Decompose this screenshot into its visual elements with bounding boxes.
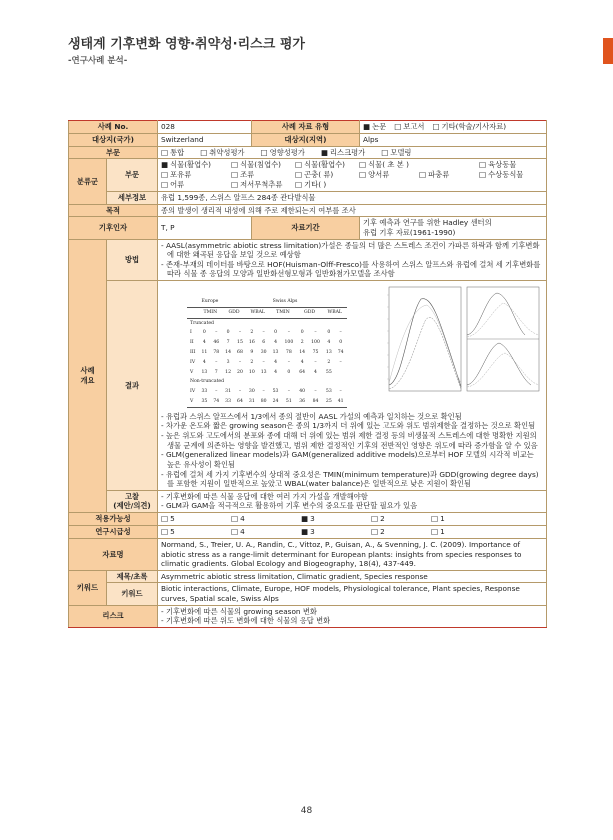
unchecked-box-icon: □ — [295, 170, 303, 180]
label-data-type: 사례 자료 유형 — [252, 121, 360, 134]
label-keywords: 키워드 — [69, 570, 107, 605]
label-case-summary: 사례 개요 — [69, 239, 107, 513]
figure-table-cell: 33 — [222, 397, 234, 407]
option-label: 1 — [440, 514, 445, 524]
option-taxon-options-12[interactable] — [161, 180, 231, 190]
label-result: 결과 — [107, 281, 158, 491]
kw-keyword-value: Biotic interactions, Climate, Europe, HOF models, Physiological tolerance, Plant species, Response curves, Spatial scale, Swiss Alps — [158, 583, 547, 605]
figure-table-cell: 74 — [210, 397, 222, 407]
case-table — [68, 120, 547, 628]
figure-table-cell: 2 — [250, 330, 254, 336]
plot-panel-left — [387, 287, 461, 391]
unchecked-box-icon: □ — [161, 147, 169, 157]
checked-box-icon: ■ — [320, 147, 328, 157]
page-number: 48 — [300, 806, 313, 816]
figure-table-cell: – — [287, 330, 290, 336]
discussion-list — [158, 490, 547, 512]
label-applicability: 적용가능성 — [69, 513, 158, 526]
case-no: 028 — [158, 121, 252, 134]
figure-table-cell: – — [215, 330, 218, 336]
figure-table-cell: 16 — [248, 340, 255, 346]
figure-table-cell: 14 — [225, 350, 232, 356]
option-taxon-options-4[interactable] — [419, 160, 479, 170]
figure-table-cell: 36 — [296, 397, 308, 407]
unchecked-box-icon: □ — [231, 160, 239, 170]
figure-table-cell: – — [314, 389, 317, 395]
figure-table-cell: 6 — [262, 340, 266, 346]
unchecked-box-icon: □ — [161, 170, 169, 180]
figure-table-cell: 55 — [325, 369, 332, 375]
figure-table-cell: Swiss Alps — [270, 297, 347, 307]
label-period: 자료기간 — [252, 217, 360, 239]
figure-table-cell: V — [190, 369, 194, 375]
figure-table-cell: 84 — [308, 397, 323, 407]
figure-table-cell: 4 — [274, 340, 277, 346]
figure-table-cell: TMIN — [270, 307, 297, 318]
figure-table-cell: GDD — [296, 307, 323, 318]
figure-table-cell: 0 — [300, 330, 304, 336]
option-applicability-options-1[interactable] — [231, 514, 301, 524]
figure-table-cell: 78 — [213, 350, 220, 356]
figure-table-cell: 9 — [250, 350, 254, 356]
option-label: 1 — [440, 526, 445, 536]
unchecked-box-icon: □ — [231, 170, 239, 180]
label-site: 대상지(지역) — [252, 133, 360, 146]
figure-table-cell: 35 — [198, 397, 210, 407]
option-label: 어류 — [170, 180, 185, 190]
unchecked-box-icon: □ — [431, 514, 439, 524]
figure-table-cell: II — [190, 340, 194, 346]
figure-table-cell: – — [215, 389, 218, 395]
unchecked-box-icon: □ — [431, 526, 439, 536]
figure-table-cell: 7 — [226, 340, 230, 346]
figure-table-cell: 13 — [272, 350, 279, 356]
unchecked-box-icon: □ — [371, 514, 379, 524]
option-label: 파충류 — [428, 170, 450, 180]
figure-table-cell: 12 — [225, 369, 232, 375]
plot-panel-right — [467, 287, 539, 391]
option-sector-options-3[interactable] — [321, 148, 365, 158]
figure-table-cell: 4 — [274, 359, 277, 365]
figure-table-cell: 41 — [335, 397, 347, 407]
option-label: 5 — [170, 526, 175, 536]
label-discussion: 고찰 (제안/의견) — [107, 490, 158, 512]
figure-table-cell: 3 — [226, 359, 230, 365]
figure-table-cell: – — [262, 389, 265, 395]
figure-table-cell: – — [238, 389, 242, 395]
unchecked-box-icon: □ — [295, 160, 303, 170]
discussion-items-entry: - 기후변화에 따른 식물 응답에 대한 여러 가지 가설을 개발해야함 — [161, 491, 368, 501]
figure-table-cell: 2 — [327, 359, 331, 365]
label-urgency: 연구시급성 — [69, 525, 158, 538]
option-label: 보고서 — [403, 122, 425, 131]
applicability-options — [161, 514, 543, 524]
checked-box-icon: ■ — [301, 514, 309, 524]
figure-table-cell: 33 — [201, 389, 208, 395]
figure-table — [187, 297, 347, 408]
figure-table-cell: 78 — [285, 350, 292, 356]
figure-table-cell: – — [262, 330, 265, 336]
figure-table-cell: 7 — [214, 369, 218, 375]
discussion-items-entry: - GLM과 GAM을 적극적으로 활용하여 기후 변수의 중요도를 판단할 필요가 있음 — [161, 501, 418, 511]
option-label: 식물(활엽수) — [170, 160, 212, 170]
figure-table-cell: 53 — [272, 389, 279, 395]
unchecked-box-icon: □ — [161, 180, 169, 190]
figure-table-cell: 4 — [300, 359, 304, 365]
figure-table-cell: 0 — [202, 330, 206, 336]
option-applicability-options-4[interactable] — [431, 514, 491, 524]
figure-table-cell: 2 — [300, 340, 304, 346]
data-type-options — [363, 122, 543, 132]
figure-table-cell: 0 — [287, 369, 291, 375]
option-label: 포유류 — [170, 170, 192, 180]
option-label: 곤충( 류) — [304, 170, 334, 180]
option-label: 식물(침엽수) — [240, 160, 282, 170]
option-label: 5 — [170, 514, 175, 524]
figure-table-cell: 0 — [226, 330, 230, 336]
checked-box-icon: ■ — [363, 122, 371, 131]
unchecked-box-icon: □ — [359, 170, 367, 180]
method-list — [158, 239, 547, 281]
label-kw-keyword: 키워드 — [107, 583, 158, 605]
figure-table-cell: 4 — [327, 340, 331, 346]
option-taxon-options-10[interactable] — [419, 170, 479, 180]
page-title: 생태계 기후변화 영향·취약성·리스크 평가 — [68, 37, 305, 52]
unchecked-box-icon: □ — [161, 526, 169, 536]
label-kw-title: 제목/초록 — [107, 570, 158, 583]
figure-table-cell: 30 — [248, 389, 255, 395]
figure-table-cell: 4 — [274, 369, 277, 375]
unchecked-box-icon: □ — [231, 180, 239, 190]
figure-table-cell: 13 — [201, 369, 208, 375]
result-items-entry: - GLM(generalized linear models)과 GAM(generalized additive models)으로부터 HOF 모델의 시각적 비교는 높은 유사성이 확인됨 — [161, 450, 534, 469]
country-value: Switzerland — [158, 133, 252, 146]
urgency-options — [161, 527, 543, 537]
figure-table-cell: 24 — [270, 397, 282, 407]
figure-table-cell: III — [190, 350, 196, 356]
option-label: 3 — [310, 526, 315, 536]
figure-table-cell: 25 — [323, 397, 335, 407]
option-applicability-options-3[interactable] — [371, 514, 431, 524]
method-items-entry: - AASL(asymmetric abiotic stress limitation)가설은 종들의 더 많은 스트레스 조건이 가파른 하락과 함께 기후변화에 대한 왜곡된 응답을 보일 것으로 예상함 — [161, 240, 540, 260]
label-method: 방법 — [107, 239, 158, 281]
option-urgency-options-0[interactable] — [161, 527, 231, 537]
option-taxon-options-1[interactable] — [231, 160, 295, 170]
taxon-options — [161, 160, 543, 190]
unchecked-box-icon: □ — [479, 160, 487, 170]
option-urgency-options-3[interactable] — [371, 527, 431, 537]
option-sector-options-2[interactable] — [261, 148, 305, 158]
figure-table-cell: – — [339, 389, 342, 395]
option-label: 2 — [380, 514, 385, 524]
figure-table-cell: – — [238, 359, 242, 365]
figure-table-cell: 10 — [248, 369, 255, 375]
figure-table-cell: 100 — [311, 340, 320, 346]
label-purpose: 목적 — [69, 204, 158, 217]
option-taxon-options-3[interactable] — [359, 160, 419, 170]
option-sector-options-1[interactable] — [200, 148, 244, 158]
figure-table-cell: Truncated — [190, 320, 214, 326]
figure-table-cell: IV — [190, 359, 196, 365]
figure-table-cell: 4 — [202, 340, 206, 346]
climate-factor-value: T, P — [158, 217, 252, 239]
unchecked-box-icon: □ — [295, 180, 303, 190]
figure-table-cell: – — [314, 359, 317, 365]
unchecked-box-icon: □ — [371, 526, 379, 536]
option-label: 2 — [380, 526, 385, 536]
label-taxon-sector: 부문 — [107, 159, 158, 192]
option-sector-options-0[interactable] — [161, 148, 184, 158]
period-line-2: 유럽 기후 자료(1961-1990) — [363, 227, 456, 237]
option-label: 4 — [240, 526, 245, 536]
option-label: 육상동물 — [488, 160, 517, 170]
label-taxon-group: 분류군 — [69, 159, 107, 204]
figure-table-cell: Non-truncated — [190, 379, 225, 385]
page-subtitle: -연구사례 분석- — [68, 56, 128, 66]
label-risk: 리스크 — [69, 605, 158, 627]
figure-table-cell: 64 — [234, 397, 246, 407]
figure-table-cell: 0 — [339, 340, 343, 346]
option-label: 식물( 초 본 ) — [368, 160, 409, 170]
unchecked-box-icon: □ — [231, 514, 239, 524]
figure-table-cell: WBAL — [246, 307, 270, 318]
figure-table-cell: V — [187, 397, 198, 407]
figure-table-cell: 31 — [225, 389, 232, 395]
figure-table-cell: 80 — [258, 397, 270, 407]
figure-table-cell: GDD — [222, 307, 246, 318]
period-line-1: 기후 예측과 연구를 위한 Hadley 센터의 — [363, 218, 492, 228]
figure-table-cell: TMIN — [198, 307, 222, 318]
option-data-type-options-1[interactable] — [394, 122, 424, 132]
figure-table-cell: Europe — [198, 297, 269, 307]
figure-table-cell: 4 — [202, 359, 206, 365]
option-urgency-options-4[interactable] — [431, 527, 491, 537]
result-list — [161, 412, 543, 489]
figure-table-cell: I — [190, 330, 192, 336]
figure-table-cell: – — [287, 389, 290, 395]
figure-table-cell: 0 — [327, 330, 331, 336]
figure-table-cell: – — [287, 359, 290, 365]
figure-table-cell: 20 — [237, 369, 243, 375]
label-country: 대상지(국가) — [69, 133, 158, 146]
figure-table-cell — [335, 368, 347, 378]
unchecked-box-icon: □ — [161, 514, 169, 524]
figure-table-cell: – — [215, 359, 218, 365]
unchecked-box-icon: □ — [381, 147, 389, 157]
unchecked-box-icon: □ — [260, 147, 268, 157]
result-figure — [161, 282, 543, 412]
option-label: 영향성평가 — [269, 147, 305, 157]
figure-table-cell: 31 — [246, 397, 258, 407]
reference-value: Normand, S., Treier, U. A., Randin, C., Vittoz, P., Guisan, A., & Svenning, J. C. (2009). Importance of abiotic stress as a range-limit determinant for European plants: insights from species responses to climatic gradients. Global Ecology and Biogeography, 18(4), 437-449. — [158, 538, 547, 570]
option-label: 양서류 — [368, 170, 390, 180]
option-taxon-options-11[interactable] — [479, 170, 539, 180]
option-data-type-options-0[interactable] — [363, 122, 386, 132]
result-items-entry: - 유럽에 걸쳐 세 가지 기후변수의 상대적 중요성은 TMIN(minimum temperature)과 GDD(growing degree days)를 포함한 지원이 일반적으로 높았고 WBAL(water balance)은 일반적으로 낮은 지원이 확인됨 — [161, 469, 539, 489]
purpose-value: 종의 발생이 생리적 내성에 의해 주로 제한되는지 여부를 조사 — [158, 204, 547, 217]
option-urgency-options-1[interactable] — [231, 527, 301, 537]
figure-table-cell: – — [238, 330, 242, 336]
detail-value: 유럽 1,599종, 스위스 알프스 284종 관다발식물 — [158, 192, 547, 205]
site-value: Alps — [360, 133, 547, 146]
option-label: 리스크평가 — [329, 147, 366, 157]
unchecked-box-icon: □ — [394, 122, 402, 131]
response-curve-plots — [375, 285, 543, 403]
option-sector-options-4[interactable] — [381, 148, 411, 158]
result-items-entry: - 유럽과 스위스 알프스에서 1/3에서 종의 절반이 AASL 가설의 예측과 일치하는 것으로 확인됨 — [161, 411, 462, 421]
figure-table-cell: 75 — [312, 350, 319, 356]
figure-table-cell: 0 — [274, 330, 277, 336]
label-reference: 자료명 — [69, 538, 158, 570]
sector-options — [161, 148, 543, 158]
option-label: 식물(활엽수) — [304, 160, 346, 170]
option-label: 논문 — [372, 122, 387, 131]
option-label: 기타(학술/기사자료) — [441, 122, 507, 131]
option-label: 통합 — [170, 147, 185, 157]
option-taxon-options-0[interactable] — [161, 160, 231, 170]
figure-table-cell: 68 — [237, 350, 243, 356]
label-detail: 세부정보 — [107, 192, 158, 205]
figure-table-cell: 51 — [281, 397, 296, 407]
label-climate-factor: 기후인자 — [69, 217, 158, 239]
option-label: 기타( ) — [304, 180, 327, 190]
figure-table-cell: 100 — [284, 340, 294, 346]
checked-box-icon: ■ — [301, 526, 309, 536]
figure-table-cell: 53 — [325, 389, 332, 395]
option-taxon-options-9[interactable] — [359, 170, 419, 180]
risk-items-entry: - 기후변화에 따른 식물의 growing season 변화 — [161, 606, 317, 616]
figure-table-cell: 13 — [260, 369, 267, 375]
unchecked-box-icon: □ — [479, 170, 487, 180]
method-items-entry: - 존재-부재의 데이터를 바탕으로 HOF(Huisman-Olff-Fresco)를 사용하여 스위스 알프스와 유럽에 걸쳐 세 기후변화를 따라 식물 종 응답의 모양과 일반화선형모형과 일반화첨가모델을 조사함 — [161, 259, 541, 279]
risk-items-entry: - 기후변화에 따른 위도 변화에 대한 식물의 응답 변화 — [161, 616, 331, 626]
label-sector: 부문 — [69, 146, 158, 159]
unchecked-box-icon: □ — [200, 147, 208, 157]
figure-table-cell: 15 — [237, 340, 243, 346]
option-label: 3 — [310, 514, 315, 524]
figure-table-cell: 11 — [201, 350, 208, 356]
option-applicability-options-0[interactable] — [161, 514, 231, 524]
figure-table-cell: – — [339, 330, 342, 336]
option-data-type-options-2[interactable] — [432, 122, 506, 132]
figure-table-cell: – — [339, 359, 342, 365]
figure-table-cell: 13 — [325, 350, 332, 356]
figure-table-cell: WBAL — [323, 307, 347, 318]
option-label: 모델링 — [390, 147, 412, 157]
label-case-no: 사례 No. — [69, 121, 158, 134]
option-label: 저서무척추류 — [240, 180, 283, 190]
option-taxon-options-13[interactable] — [231, 180, 295, 190]
option-taxon-options-6[interactable] — [161, 170, 231, 180]
figure-table-cell — [187, 307, 198, 318]
figure-table-cell: 30 — [260, 350, 267, 356]
chapter-tab — [603, 38, 613, 64]
figure-table-cell: – — [314, 330, 317, 336]
option-taxon-options-5[interactable] — [479, 160, 539, 170]
figure-table-cell: 46 — [213, 340, 220, 346]
option-label: 취약성평가 — [209, 147, 245, 157]
unchecked-box-icon: □ — [432, 122, 440, 131]
result-items-entry: - 차가운 온도와 짧은 growing season은 종의 1/3까지 더 위에 있는 고도와 위도 범위제한을 결정하는 것으로 확인됨 — [161, 421, 536, 431]
risk-list — [158, 605, 547, 627]
unchecked-box-icon: □ — [359, 160, 367, 170]
option-label: 조류 — [240, 170, 255, 180]
figure-table-cell: 14 — [299, 350, 306, 356]
option-label: 수상동식물 — [488, 170, 524, 180]
option-applicability-options-2[interactable] — [301, 514, 371, 524]
result-items-entry: - 높은 위도와 고도에서의 분포와 종에 대해 더 위에 있는 범위 제한 결정 등의 비생물적 스트레스에 대한 명확한 지원의 생물 군계에 의존하는 영향을 발견했고, 범위 제한 결정적인 기후의 전반적인 영향은 위도에 따라 증가함을 알 수 있음 — [161, 431, 538, 450]
figure-table-cell: IV — [190, 389, 196, 395]
option-label: 4 — [240, 514, 245, 524]
figure-table-cell: – — [262, 359, 265, 365]
option-urgency-options-2[interactable] — [301, 527, 371, 537]
checked-box-icon: ■ — [161, 160, 169, 170]
unchecked-box-icon: □ — [231, 526, 239, 536]
option-taxon-options-2[interactable] — [295, 160, 359, 170]
figure-table-cell — [187, 297, 198, 307]
figure-table-cell: 40 — [299, 389, 306, 395]
figure-table-cell: 64 — [299, 369, 306, 375]
option-taxon-options-8[interactable] — [295, 170, 359, 180]
kw-title-value: Asymmetric abiotic stress limitation, Climatic gradient, Species response — [158, 570, 547, 583]
figure-table-cell: 4 — [314, 369, 317, 375]
option-taxon-options-7[interactable] — [231, 170, 295, 180]
unchecked-box-icon: □ — [419, 170, 427, 180]
figure-table-cell: 2 — [250, 359, 254, 365]
option-taxon-options-14[interactable] — [295, 180, 359, 190]
figure-table-cell: 74 — [337, 350, 344, 356]
